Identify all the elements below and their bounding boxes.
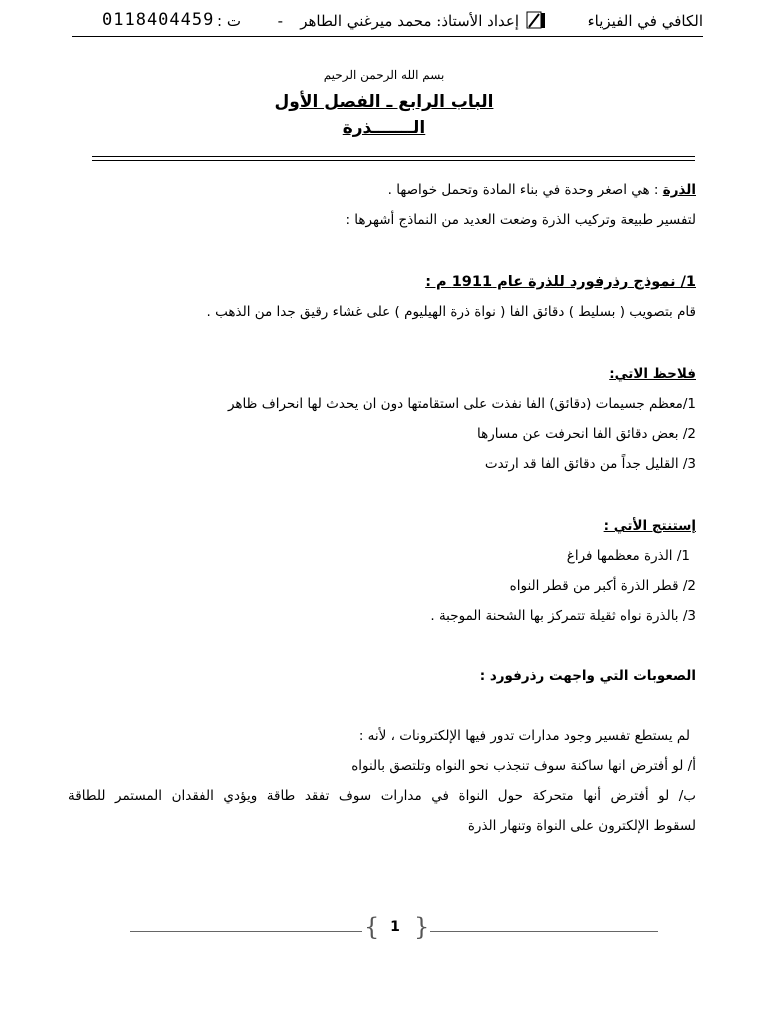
observation-item: 2/ بعض دقائق الفا انحرفت عن مسارها <box>477 426 696 442</box>
title-divider-top <box>92 156 695 157</box>
header-phone: 0118404459 <box>102 10 215 30</box>
title-divider-bottom <box>92 160 695 161</box>
header-subject: الكافي في الفيزياء <box>587 12 703 30</box>
bismillah: بسم الله الرحمن الرحيم <box>323 68 445 82</box>
conclusion-item: 2/ قطر الذرة أكبر من قطر النواه <box>509 578 696 594</box>
difficulties-intro: لم يستطع تفسير وجود مدارات تدور فيها الإلكترونات ، لأنه : <box>358 728 690 744</box>
pen-icon <box>526 10 548 34</box>
conclusion-item: 3/ بالذرة نواه ثقيلة تتمركز بها الشحنة الموجبة . <box>430 608 696 624</box>
rutherford-heading: 1/ نموذج رذرفورد للذرة عام 1911 م : <box>425 274 696 290</box>
difficulty-a: أ/ لو أفترض انها ساكنة سوف تنجذب نحو النواه وتلتصق بالنواه <box>351 758 696 774</box>
page-header <box>72 8 703 37</box>
definition-text: : هي اصغر وحدة في بناء المادة وتحمل خواصها . <box>387 182 663 198</box>
footer-brace-left: { <box>364 913 380 941</box>
difficulty-b-continued: لسقوط الإلكترون على النواة وتنهار الذرة <box>467 818 696 834</box>
footer-rule-right <box>430 931 658 932</box>
observe-heading: فلاحظ الاتي: <box>609 366 696 382</box>
footer-brace-right: } <box>414 913 430 941</box>
observation-item: 3/ القليل جداً من دقائق الفا قد ارتدت <box>484 456 696 472</box>
conclusion-item: 1/ الذرة معظمها فراغ <box>566 548 690 564</box>
header-phone-label: ت : <box>217 12 241 30</box>
page-number: 1 <box>390 919 400 935</box>
conclude-heading: إستنتج الأتي : <box>603 518 696 534</box>
definition-line <box>388 182 696 198</box>
lesson-title: الـــــــذرة <box>342 118 426 138</box>
rutherford-text: قام بتصويب ( بسليط ) دقائق الفا ( نواة ذرة الهيليوم ) على غشاء رقيق جدا من الذهب . <box>206 304 696 320</box>
difficulties-heading: الصعوبات التي واجهت رذرفورد : <box>479 668 696 684</box>
definition-term: الذرة <box>662 182 696 198</box>
chapter-title: الباب الرابع ـ الفصل الأول <box>274 92 494 112</box>
header-separator: - <box>277 12 283 30</box>
models-intro: لتفسير طبيعة وتركيب الذرة وضعت العديد من النماذج أشهرها : <box>345 212 696 228</box>
observation-item: 1/معظم جسيمات (دقائق) الفا نفذت على استقامتها دون ان يحدث لها انحراف ظاهر <box>227 396 696 412</box>
footer-rule-left <box>130 931 362 932</box>
header-prepared-by: إعداد الأستاذ: محمد ميرغني الطاهر <box>300 12 519 30</box>
difficulty-b: ب/ لو أفترض أنها متحركة حول النواة في مدارات سوف تفقد طاقة ويؤدي الفقدان المستمر للطاقة <box>68 788 696 804</box>
